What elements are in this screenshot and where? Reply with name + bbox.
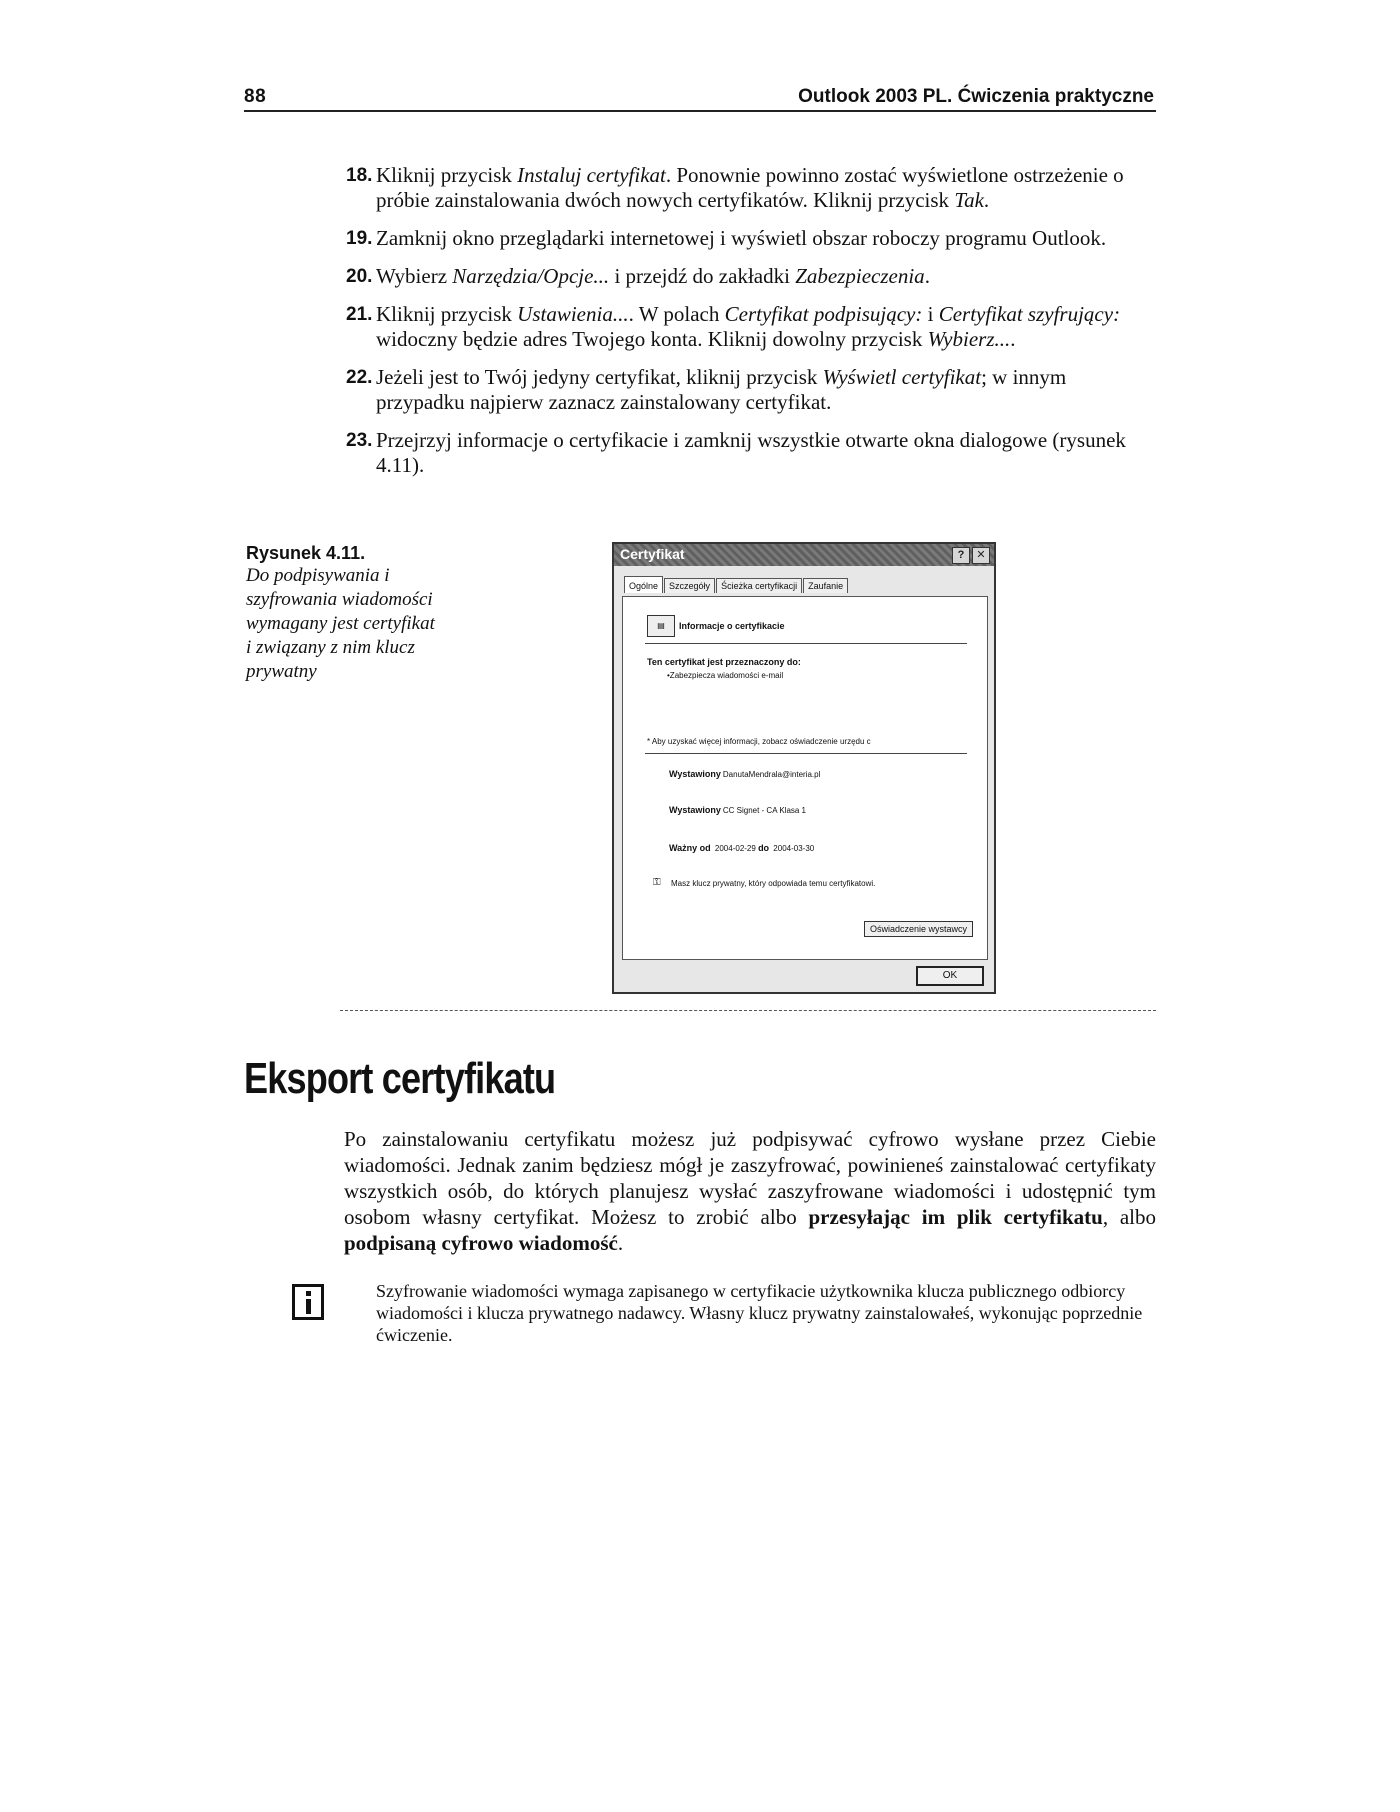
issued-to-label: Wystawiony [669, 769, 721, 779]
dialog-title: Certyfikat [620, 546, 685, 562]
issued-by-value: CC Signet - CA Klasa 1 [722, 806, 807, 815]
purpose-item: •Zabezpiecza wiadomości e-mail [667, 671, 784, 680]
note-text: Szyfrowanie wiadomości wymaga zapisanego w certyfikacie użytkownika klucza publicznego odbiorcy wiadomości i klucza prywatnego nadawcy. Własny klucz prywatny zainstalowałeś, wykonując poprzednie ćwiczenie. [376, 1281, 1143, 1345]
issuer-statement-button[interactable]: Oświadczenie wystawcy [864, 921, 973, 937]
step-item [346, 302, 1146, 352]
section-paragraph: Po zainstalowaniu certyfikatu możesz już podpisywać cyfrowo wysłane przez Ciebie wiadomości. Jednak zanim będziesz mógł je zaszyfrować, powinieneś zainstalować certyfikaty wszystkich osób, do których planujesz wysłać zaszyfrowane wiadomości i udostępnić tym osobom własny certyfikat. Możesz to zrobić albo przesyłając im plik certyfikatu, albo podpisaną cyfrowo wiadomość. [344, 1127, 1157, 1255]
section-heading: Eksport certyfikatu [244, 1054, 556, 1103]
tab-certification-path[interactable]: Ścieżka certyfikacji [716, 578, 802, 593]
figure-caption [246, 542, 436, 684]
step-number: 22. [346, 367, 373, 388]
issued-to-row [669, 769, 820, 779]
header-rule [244, 110, 1156, 112]
valid-to-label: do [758, 843, 770, 853]
step-text: Kliknij przycisk Instaluj certyfikat. Ponownie powinno zostać wyświetlone ostrzeżenie o próbie zainstalowania dwóch nowych certyfikatów. Kliknij przycisk Tak. [376, 163, 1124, 212]
purpose-heading: Ten certyfikat jest przeznaczony do: [647, 657, 801, 667]
certificate-dialog [612, 542, 996, 994]
private-key-note: Masz klucz prywatny, który odpowiada temu certyfikatowi. [671, 879, 876, 888]
info-icon [292, 1284, 324, 1320]
step-text: Wybierz Narzędzia/Opcje... i przejdź do zakładki Zabezpieczenia. [376, 264, 930, 288]
page-number: 88 [244, 86, 267, 107]
info-heading: Informacje o certyfikacie [679, 621, 785, 631]
running-header-title: Outlook 2003 PL. Ćwiczenia praktyczne [798, 86, 1154, 107]
step-number: 20. [346, 266, 373, 287]
valid-to-value: 2004-03-30 [773, 844, 815, 853]
step-text: Zamknij okno przeglądarki internetowej i wyświetl obszar roboczy programu Outlook. [376, 226, 1107, 250]
figure-caption-title: Rysunek 4.11. [246, 543, 366, 563]
step-item [346, 226, 1146, 251]
certificate-icon: ▤ [647, 615, 675, 637]
key-icon: ⚿ [653, 877, 661, 888]
step-item [346, 365, 1146, 415]
step-text: Jeżeli jest to Twój jedyny certyfikat, kliknij przycisk Wyświetl certyfikat; w innym przypadku najpierw zaznacz zainstalowany certyfikat. [376, 365, 1067, 414]
dialog-tabs [624, 576, 849, 593]
step-item [346, 163, 1146, 213]
close-button[interactable]: ✕ [972, 547, 990, 564]
issued-to-value: DanutaMendrala@interia.pl [722, 770, 821, 779]
help-button[interactable]: ? [952, 547, 970, 564]
step-number: 21. [346, 304, 373, 325]
dialog-title-bar [614, 544, 994, 566]
step-list [346, 163, 1146, 491]
tab-trust[interactable]: Zaufanie [803, 578, 848, 593]
ok-button[interactable]: OK [916, 966, 984, 986]
statement-footnote: * Aby uzyskać więcej informacji, zobacz oświadczenie urzędu c [647, 737, 871, 746]
validity-row [669, 843, 814, 853]
step-text: Przejrzyj informacje o certyfikacie i zamknij wszystkie otwarte okna dialogowe (rysunek 4.11). [376, 428, 1126, 477]
step-number: 18. [346, 165, 373, 186]
figure-caption-text: Do podpisywania i szyfrowania wiadomości wymagany jest certyfikat i związany z nim klucz prywatny [246, 565, 435, 682]
figure-rule [340, 1010, 1156, 1011]
issued-by-row [669, 805, 806, 815]
step-item [346, 264, 1146, 289]
tab-general[interactable]: Ogólne [624, 576, 663, 593]
valid-from-label: Ważny od [669, 843, 711, 853]
valid-from-value: 2004-02-29 [714, 844, 756, 853]
divider [645, 753, 967, 754]
step-number: 19. [346, 228, 373, 249]
step-text: Kliknij przycisk Ustawienia.... W polach Certyfikat podpisujący: i Certyfikat szyfrujący: widoczny będzie adres Twojego konta. Kliknij dowolny przycisk Wybierz.... [376, 302, 1121, 351]
issued-by-label: Wystawiony [669, 805, 721, 815]
step-item [346, 428, 1146, 478]
general-tab-panel [622, 596, 988, 960]
tab-details[interactable]: Szczegóły [664, 578, 715, 593]
divider [645, 643, 967, 644]
step-number: 23. [346, 430, 373, 451]
